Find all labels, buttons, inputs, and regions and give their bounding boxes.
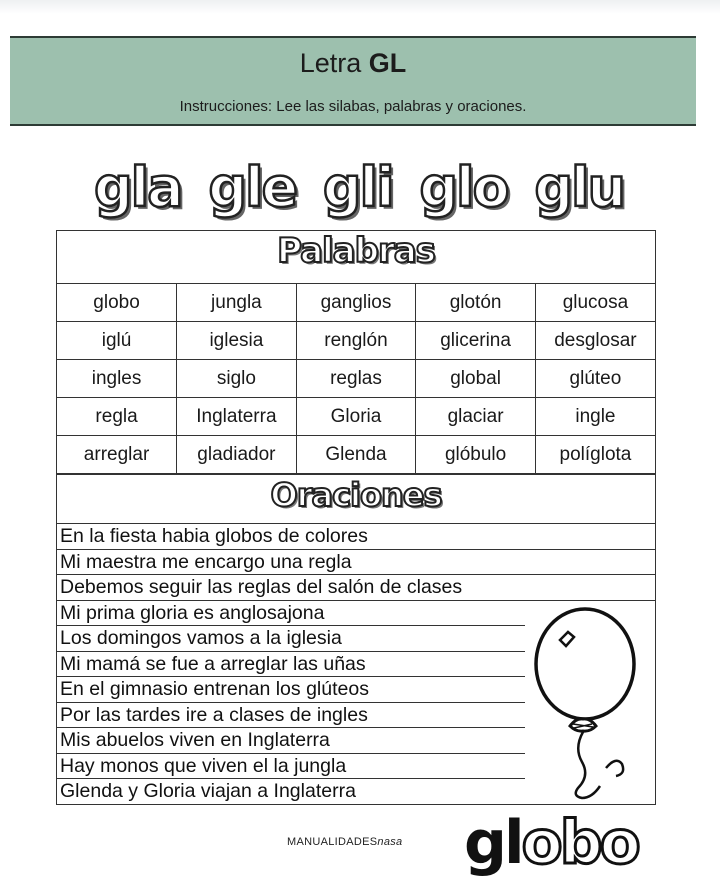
title-letters: GL	[368, 48, 407, 78]
page-title	[10, 48, 696, 79]
word-cell: globo	[57, 284, 177, 322]
word-cell: global	[416, 360, 536, 398]
word-cell: ingles	[57, 360, 177, 398]
table-row	[57, 360, 655, 398]
footer-word-outline: obo	[521, 808, 638, 878]
list-item: En la fiesta habia globos de colores	[57, 524, 655, 550]
table-row	[57, 436, 655, 474]
word-cell: iglesia	[177, 322, 297, 360]
word-cell: glúteo	[535, 360, 655, 398]
balloon-icon	[522, 606, 652, 806]
list-item: Debemos seguir las reglas del salón de clases	[57, 575, 655, 601]
word-cell: Gloria	[296, 398, 416, 436]
palabras-heading: Palabras	[277, 231, 435, 271]
instructions-text: Instrucciones: Lee las silabas, palabras y oraciones.	[179, 98, 527, 115]
table-row	[57, 398, 655, 436]
list-item: En el gimnasio entrenan los glúteos	[57, 677, 525, 703]
word-cell: reglas	[296, 360, 416, 398]
word-cell: jungla	[177, 284, 297, 322]
words-table	[57, 283, 655, 474]
word-cell: arreglar	[57, 436, 177, 474]
word-cell: glotón	[416, 284, 536, 322]
table-row	[57, 322, 655, 360]
word-cell: ingle	[535, 398, 655, 436]
word-cell: siglo	[177, 360, 297, 398]
header-banner	[10, 36, 696, 126]
list-item: Mi maestra me encargo una regla	[57, 550, 655, 576]
word-cell: iglú	[57, 322, 177, 360]
syllable-gli: gli	[322, 156, 393, 219]
list-item: Mi prima gloria es anglosajona	[57, 601, 525, 627]
syllables-row	[94, 158, 624, 228]
word-cell: regla	[57, 398, 177, 436]
list-item: Mi mamá se fue a arreglar las uñas	[57, 652, 525, 678]
syllable-glo: glo	[419, 156, 508, 219]
brand-suffix: nasa	[377, 836, 403, 848]
word-cell: renglón	[296, 322, 416, 360]
syllable-gle: gle	[208, 156, 297, 219]
word-cell: glucosa	[535, 284, 655, 322]
title-prefix: Letra	[299, 48, 362, 78]
word-cell: glaciar	[416, 398, 536, 436]
brand-credit	[287, 836, 402, 848]
list-item: Los domingos vamos a la iglesia	[57, 626, 525, 652]
list-item: Glenda y Gloria viajan a Inglaterra	[57, 779, 525, 805]
syllable-glu: glu	[534, 156, 624, 219]
word-cell: glóbulo	[416, 436, 536, 474]
table-row	[57, 284, 655, 322]
list-item: Mis abuelos viven en Inglaterra	[57, 728, 525, 754]
list-item: Por las tardes ire a clases de ingles	[57, 703, 525, 729]
word-cell: glicerina	[416, 322, 536, 360]
top-edge	[0, 0, 720, 14]
brand-main: MANUALIDADES	[287, 836, 378, 848]
word-cell: ganglios	[296, 284, 416, 322]
footer-word-globo	[464, 808, 638, 878]
oraciones-heading: Oraciones	[57, 474, 655, 525]
word-cell: políglota	[535, 436, 655, 474]
word-cell: Glenda	[296, 436, 416, 474]
word-cell: Inglaterra	[177, 398, 297, 436]
footer-word-solid: gl	[464, 808, 522, 878]
word-cell: gladiador	[177, 436, 297, 474]
list-item: Hay monos que viven el la jungla	[57, 754, 525, 780]
word-cell: desglosar	[535, 322, 655, 360]
syllable-gla: gla	[94, 156, 182, 219]
